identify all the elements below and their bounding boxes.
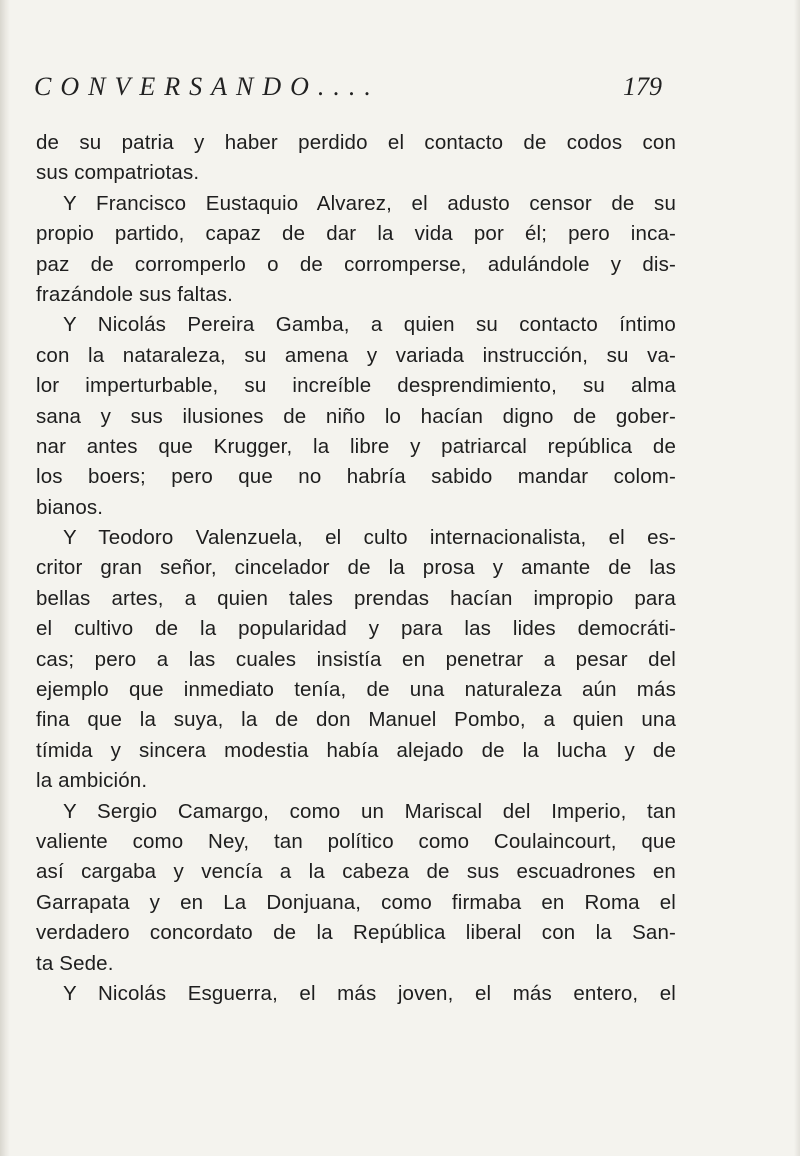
text-line: paz de corromperlo o de corromperse, adulándole y dis- [36,252,676,276]
running-title: CONVERSANDO.... [34,72,380,101]
text-line: sana y sus ilusiones de niño lo hacían digno de gober- [36,404,676,428]
text-line: propio partido, capaz de dar la vida por él; pero inca- [36,222,676,246]
text-line: Y Sergio Camargo, como un Mariscal del Imperio, tan [63,799,676,823]
text-line: así cargaba y vencía a la cabeza de sus escuadrones en [36,860,676,884]
text-line: valiente como Ney, tan político como Coulaincourt, que [36,829,676,853]
text-line: la ambición. [36,769,148,793]
text-line: los boers; pero que no habría sabido mandar colom- [36,465,676,489]
text-line: frazándole sus faltas. [36,282,234,306]
page-right-edge [794,0,800,1156]
text-line: lor imperturbable, su increíble desprendimiento, su alma [36,374,676,398]
text-line: fina que la suya, la de don Manuel Pombo, a quien una [36,708,676,732]
text-line: Y Nicolás Pereira Gamba, a quien su contacto íntimo [63,313,676,337]
page-spine-edge [0,0,10,1156]
text-line: Y Francisco Eustaquio Alvarez, el adusto censor de su [63,191,676,215]
text-line: ta Sede. [36,951,114,975]
text-line: cas; pero a las cuales insistía en penetrar a pesar del [36,647,676,671]
text-line: ejemplo que inmediato tenía, de una naturaleza aún más [36,678,676,702]
text-line: de su patria y haber perdido el contacto de codos con [36,131,676,154]
text-line: bianos. [36,495,104,519]
running-head [34,72,662,108]
text-line: nar antes que Krugger, la libre y patriarcal república de [36,434,676,458]
text-line: con la nataraleza, su amena y variada instrucción, su va- [36,343,676,367]
text-line: tímida y sincera modestia había alejado de la lucha y de [36,738,676,762]
text-line: Garrapata y en La Donjuana, como firmaba en Roma el [36,890,676,914]
text-line: Y Teodoro Valenzuela, el culto internacionalista, el es- [63,526,676,550]
text-line: bellas artes, a quien tales prendas hacían impropio para [36,586,676,610]
body-text [36,128,676,1009]
text-line: el cultivo de la popularidad y para las lides democráti- [36,617,676,641]
text-line: verdadero concordato de la República liberal con la San- [36,921,676,945]
page-number: 179 [623,72,662,101]
text-line: critor gran señor, cincelador de la prosa y amante de las [36,556,676,580]
text-line: sus compatriotas. [36,161,200,185]
text-line: Y Nicolás Esguerra, el más joven, el más entero, el [63,981,676,1005]
